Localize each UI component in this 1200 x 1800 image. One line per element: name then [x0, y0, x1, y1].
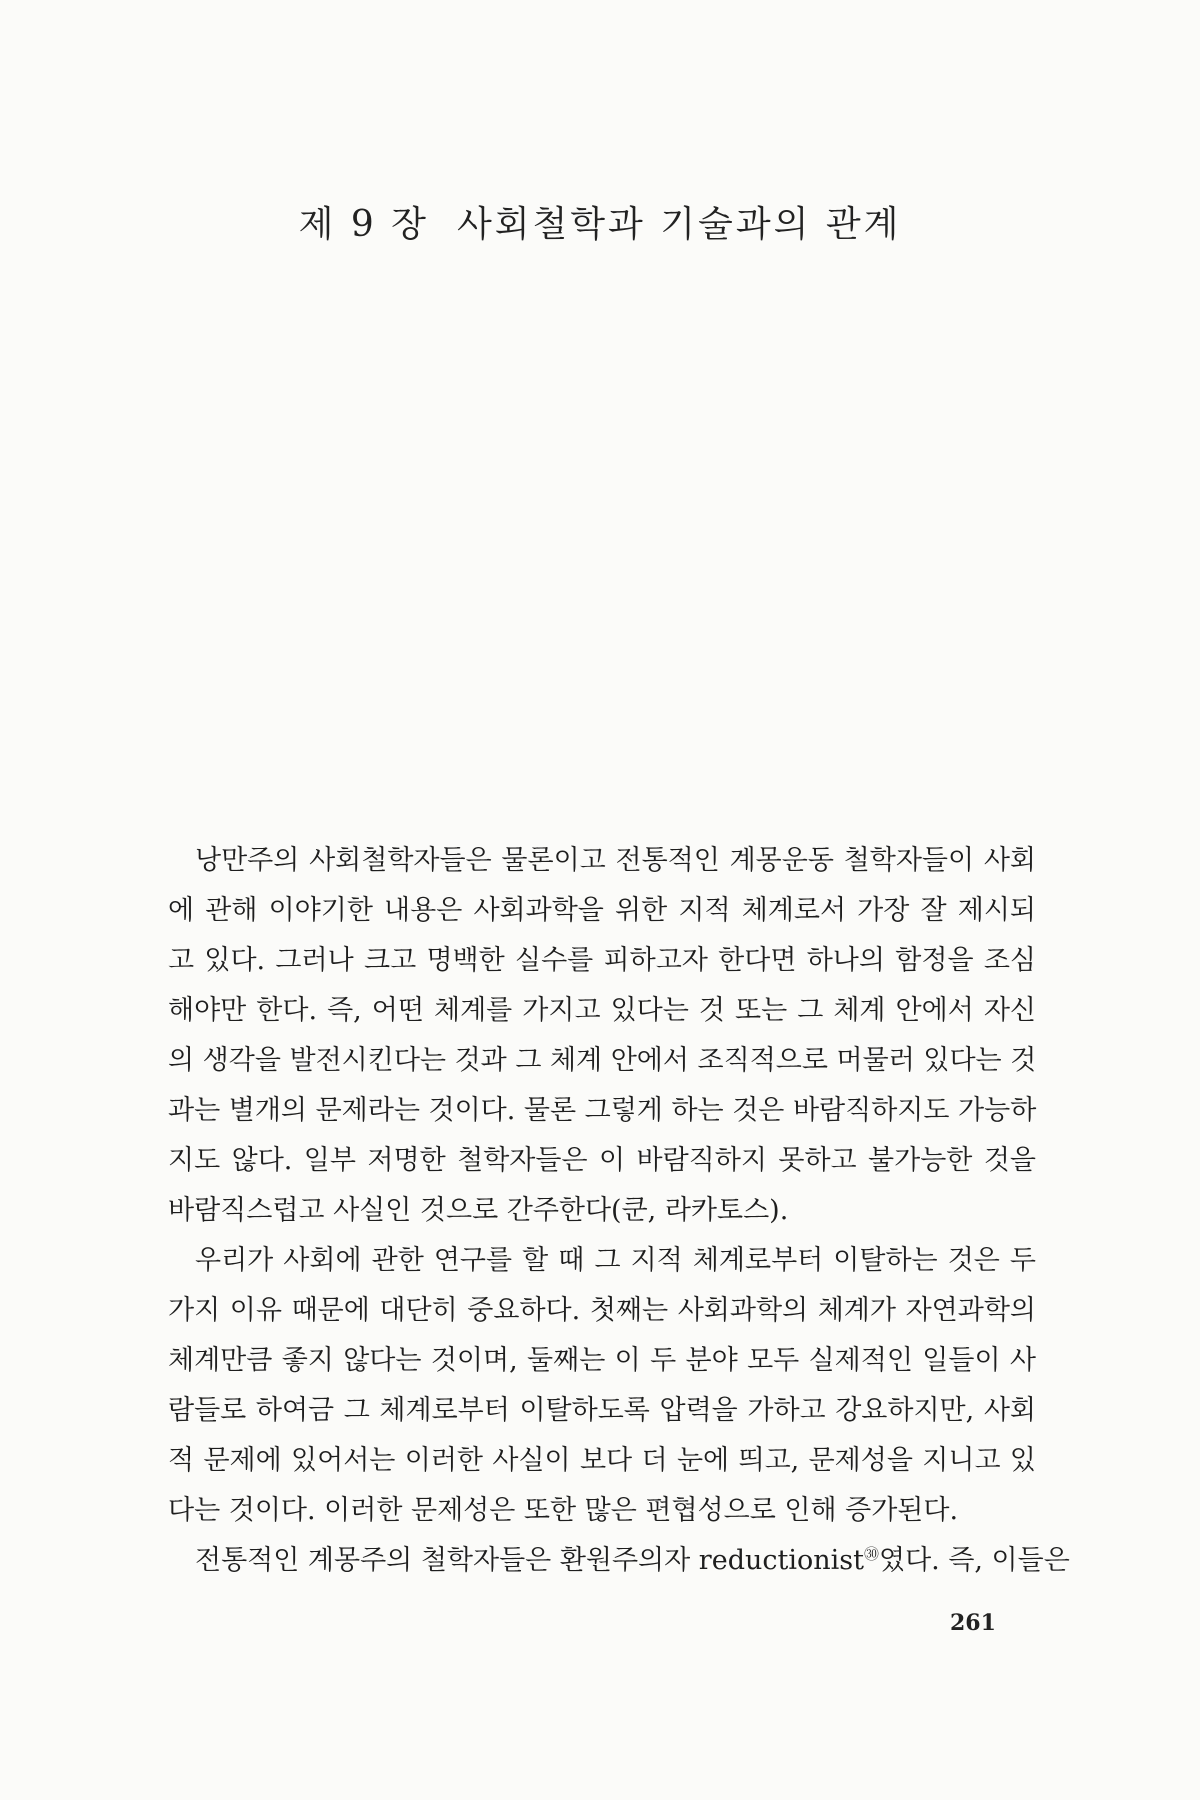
text-line: 체계만큼 좋지 않다는 것이며, 둘째는 이 두 분야 모두 실제적인 일들이 사 [168, 1345, 1036, 1376]
text-line: 우리가 사회에 관한 연구를 할 때 그 지적 체계로부터 이탈하는 것은 두 [195, 1245, 1036, 1276]
chapter-heading [0, 196, 1200, 247]
page-number: 261 [950, 1610, 996, 1636]
text-line: 적 문제에 있어서는 이러한 사실이 보다 더 눈에 띄고, 문제성을 지니고 있 [168, 1445, 1036, 1476]
text-line: 가지 이유 때문에 대단히 중요하다. 첫째는 사회과학의 체계가 자연과학의 [168, 1295, 1036, 1326]
text-line: 에 관해 이야기한 내용은 사회과학을 위한 지적 체계로서 가장 잘 제시되 [168, 895, 1036, 926]
footnote-marker[interactable]: ㉚ [863, 1545, 879, 1563]
body-text [168, 836, 1070, 1586]
paragraph-1 [168, 836, 1036, 1236]
text-line: 고 있다. 그러나 크고 명백한 실수를 피하고자 한다면 하나의 함정을 조심 [168, 945, 1036, 976]
paragraph-2 [168, 1236, 1036, 1536]
text-line: 바람직스럽고 사실인 것으로 간주한다(쿤, 라카토스). [168, 1195, 789, 1226]
chapter-title: 사회철학과 기술과의 관계 [456, 204, 902, 245]
text-fragment: 였다. 즉, 이들은 [878, 1545, 1070, 1576]
text-line: 과는 별개의 문제라는 것이다. 물론 그렇게 하는 것은 바람직하지도 가능하 [168, 1095, 1037, 1126]
paragraph-3 [168, 1536, 1070, 1586]
text-line: 람들로 하여금 그 체계로부터 이탈하도록 압력을 가하고 강요하지만, 사회 [168, 1395, 1036, 1426]
text-line: 해야만 한다. 즉, 어떤 체계를 가지고 있다는 것 또는 그 체계 안에서 자신 [168, 995, 1036, 1026]
text-line: 낭만주의 사회철학자들은 물론이고 전통적인 계몽운동 철학자들이 사회 [195, 845, 1036, 876]
text-line [168, 1536, 1070, 1586]
chapter-number: 제 9 장 [298, 204, 429, 245]
text-line: 의 생각을 발전시킨다는 것과 그 체계 안에서 조직적으로 머물러 있다는 것 [168, 1045, 1037, 1076]
text-fragment: 전통적인 계몽주의 철학자들은 환원주의자 reductionist [195, 1545, 864, 1576]
text-line: 지도 않다. 일부 저명한 철학자들은 이 바람직하지 못하고 불가능한 것을 [168, 1145, 1036, 1176]
text-line: 다는 것이다. 이러한 문제성은 또한 많은 편협성으로 인해 증가된다. [168, 1495, 959, 1526]
